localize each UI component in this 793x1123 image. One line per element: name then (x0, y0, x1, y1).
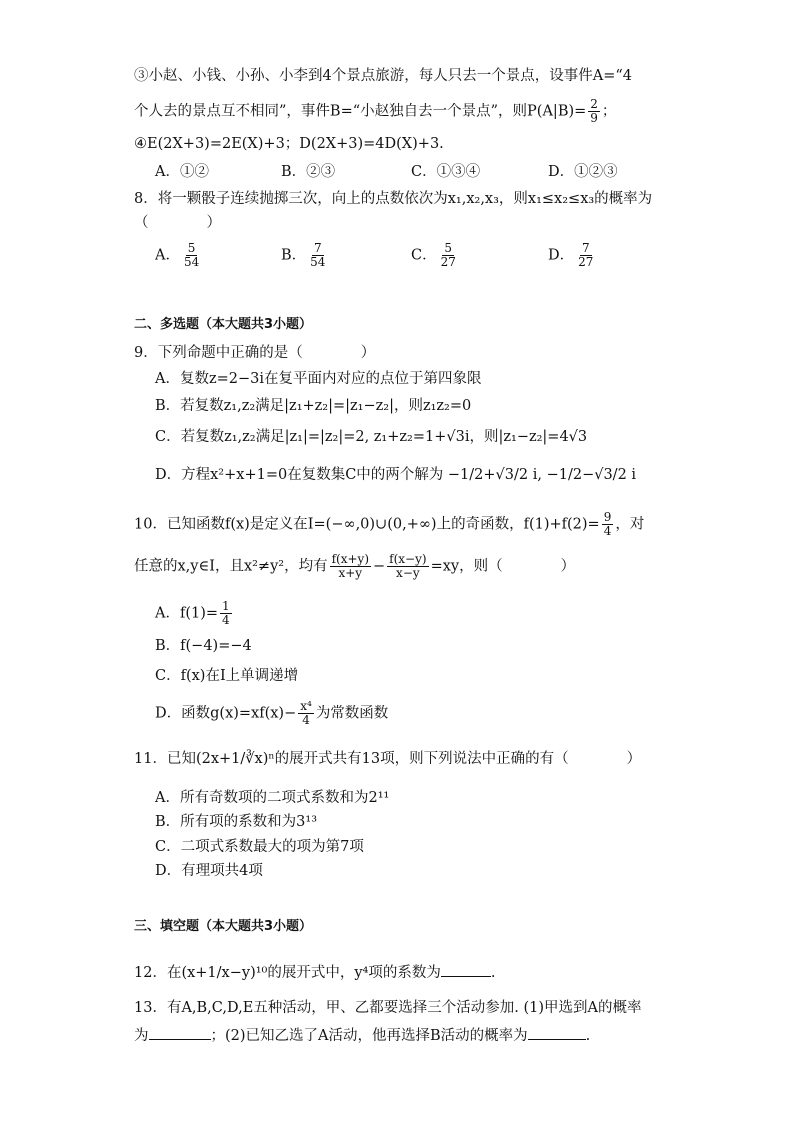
q9-d-solutions: −1/2+√3/2 i, −1/2−√3/2 i (447, 467, 637, 483)
q13-line2-mid: ；(2)已知乙选了A活动，他再选择B活动的概率为 (210, 1028, 528, 1044)
q13-period: . (585, 1028, 591, 1044)
q8-option-a[interactable] (155, 242, 203, 269)
q8-c-label: C． (411, 247, 437, 264)
q7-option-d[interactable]: D．①②③ (548, 164, 618, 180)
q8-a-label: A． (155, 247, 180, 264)
q8-a-num: 5 (187, 241, 196, 255)
q12-stem-end: 的展开式中，y⁴项的系数为 (267, 965, 441, 981)
q10-line1-end: ，对 (615, 516, 645, 533)
q12-stem (134, 962, 495, 982)
q7-item3-line1: ③小赵、小钱、小孙、小李到4个景点旅游，每人只去一个景点，设事件A=“4 (134, 68, 632, 84)
q10-a-fraction (220, 600, 232, 627)
q11-option-c[interactable]: C．二项式系数最大的项为第7项 (155, 839, 364, 855)
q10-a-den: 4 (222, 613, 230, 627)
q10-line1 (134, 511, 644, 538)
q8-options (155, 242, 625, 276)
q10-option-c[interactable]: C．f(x)在I上单调递增 (155, 668, 299, 684)
q9-option-a[interactable]: A．复数z=2−3i在复平面内对应的点位于第四象限 (155, 371, 482, 387)
q8-d-den: 27 (578, 255, 594, 269)
q10-option-a[interactable] (155, 600, 234, 627)
q13-answer-blank-2[interactable] (528, 1025, 586, 1040)
q10-line2 (134, 553, 575, 580)
q11-option-b[interactable]: B．所有项的系数和为3¹³ (155, 814, 318, 830)
q7-item3-line2: 个人去的景点互不相同”，事件B=“小赵独自去一个景点”，则P(A|B)= $\frac{2}{9}$ ； (134, 97, 617, 125)
q10-frac2 (387, 553, 428, 580)
q8-paren: （ ） (134, 215, 221, 231)
q10-d-num: x⁴ (300, 699, 312, 713)
q8-b-den: 54 (310, 255, 326, 269)
q11-stem (134, 750, 641, 768)
q8-d-label: D． (548, 247, 575, 264)
q10-frac1-den: x+y (338, 566, 363, 580)
q11-stem-text: 11．已知 (134, 751, 196, 767)
section-fill-in-heading: 三、填空题（本大题共3小题） (134, 919, 313, 934)
q10-d-den: 4 (302, 713, 310, 727)
q8-b-label: B． (281, 247, 307, 264)
q8-c-num: 5 (444, 241, 453, 255)
q13-answer-blank-1[interactable] (149, 1025, 211, 1040)
q10-option-d[interactable] (155, 700, 388, 727)
q10-a-num: 1 (222, 599, 230, 613)
q8-c-den: 27 (440, 255, 456, 269)
q9-option-b[interactable]: B．若复数z₁,z₂满足|z₁+z₂|=|z₁−z₂|，则z₁z₂=0 (155, 398, 472, 414)
q10-sum-num: 9 (603, 510, 612, 524)
q7-option-b[interactable]: B．②③ (281, 164, 336, 180)
q7-option-c[interactable]: C．①③④ (411, 164, 481, 180)
q11-stem-end: 的展开式共有13项，则下列说法中正确的有（ ） (274, 751, 642, 767)
q7-item3-prob: P(A|B)= (527, 103, 587, 120)
q9-option-d[interactable] (155, 466, 636, 484)
q10-frac1-num: f(x+y) (331, 552, 369, 566)
q9-stem: 9．下列命题中正确的是（ ） (134, 345, 376, 361)
q10-d-end: 为常数函数 (315, 705, 389, 722)
q8-option-c[interactable] (411, 242, 460, 269)
q10-minus: − (373, 558, 386, 575)
q10-line2-text: 任意的x,y∈I，且x²≠y²，均有 (134, 558, 328, 575)
q8-stem: 8．将一颗骰子连续抛掷三次，向上的点数依次为x₁,x₂,x₃，则x₁≤x₂≤x₃的概率为 (134, 191, 653, 207)
q9-option-c[interactable]: C．若复数z₁,z₂满足|z₁|=|z₂|=2, z₁+z₂=1+√3i，则|z₁−z₂|=4√3 (155, 429, 588, 445)
q13-line2 (134, 1025, 590, 1045)
q8-d-num: 7 (581, 241, 590, 255)
q10-frac2-num: f(x−y) (389, 552, 427, 566)
q12-stem-text: 12．在 (134, 965, 182, 981)
q10-frac1 (330, 553, 371, 580)
q12-period: . (490, 965, 496, 981)
q9-d-text: D．方程x²+x+1=0在复数集C中的两个解为 (155, 467, 444, 483)
q7-option-a[interactable]: A．①② (155, 164, 209, 180)
q8-option-d[interactable] (548, 242, 597, 269)
q10-a-text: A．f(1)= (155, 605, 219, 622)
q8-b-num: 7 (313, 241, 322, 255)
q10-d-text: D．函数g(x)=xf(x)− (155, 705, 297, 722)
q10-sum-fraction (602, 511, 614, 538)
q13-line1: 13．有A,B,C,D,E五种活动，甲、乙都要选择三个活动参加. (1)甲选到A的概率 (134, 1000, 642, 1016)
q10-option-b[interactable]: B．f(−4)=−4 (155, 638, 252, 654)
q7-num: 2 (590, 97, 598, 111)
q7-den: 9 (590, 111, 598, 125)
q11-option-a[interactable]: A．所有奇数项的二项式系数和为2¹¹ (155, 790, 390, 806)
q11-option-d[interactable]: D．有理项共4项 (155, 863, 263, 879)
q13-line2-text: 为 (134, 1028, 149, 1044)
q8-a-den: 54 (183, 255, 200, 269)
q8-option-b[interactable] (281, 242, 329, 269)
q12-expression: (x+1/x−y)¹⁰ (181, 965, 268, 981)
q7-item4: ④E(2X+3)=2E(X)+3；D(2X+3)=4D(X)+3. (134, 136, 444, 152)
q7-item3-fraction (588, 98, 600, 125)
q12-answer-blank[interactable] (441, 962, 491, 977)
section-multi-choice-heading: 二、多选题（本大题共3小题） (134, 317, 313, 332)
q10-line2-end: =xy，则（ ） (430, 558, 576, 575)
q10-frac2-den: x−y (396, 566, 420, 580)
q11-expression: (2x+1/∛x)ⁿ (195, 751, 275, 767)
q10-d-fraction (298, 700, 314, 727)
q10-line1-text: 10．已知函数f(x)是定义在I=(−∞,0)∪(0,+∞)上的奇函数，f(1)+f(2)= (134, 516, 600, 533)
q10-sum-den: 4 (603, 524, 612, 538)
q7-item3-text: 个人去的景点互不相同”，事件B=“小赵独自去一个景点”，则 (134, 103, 528, 120)
